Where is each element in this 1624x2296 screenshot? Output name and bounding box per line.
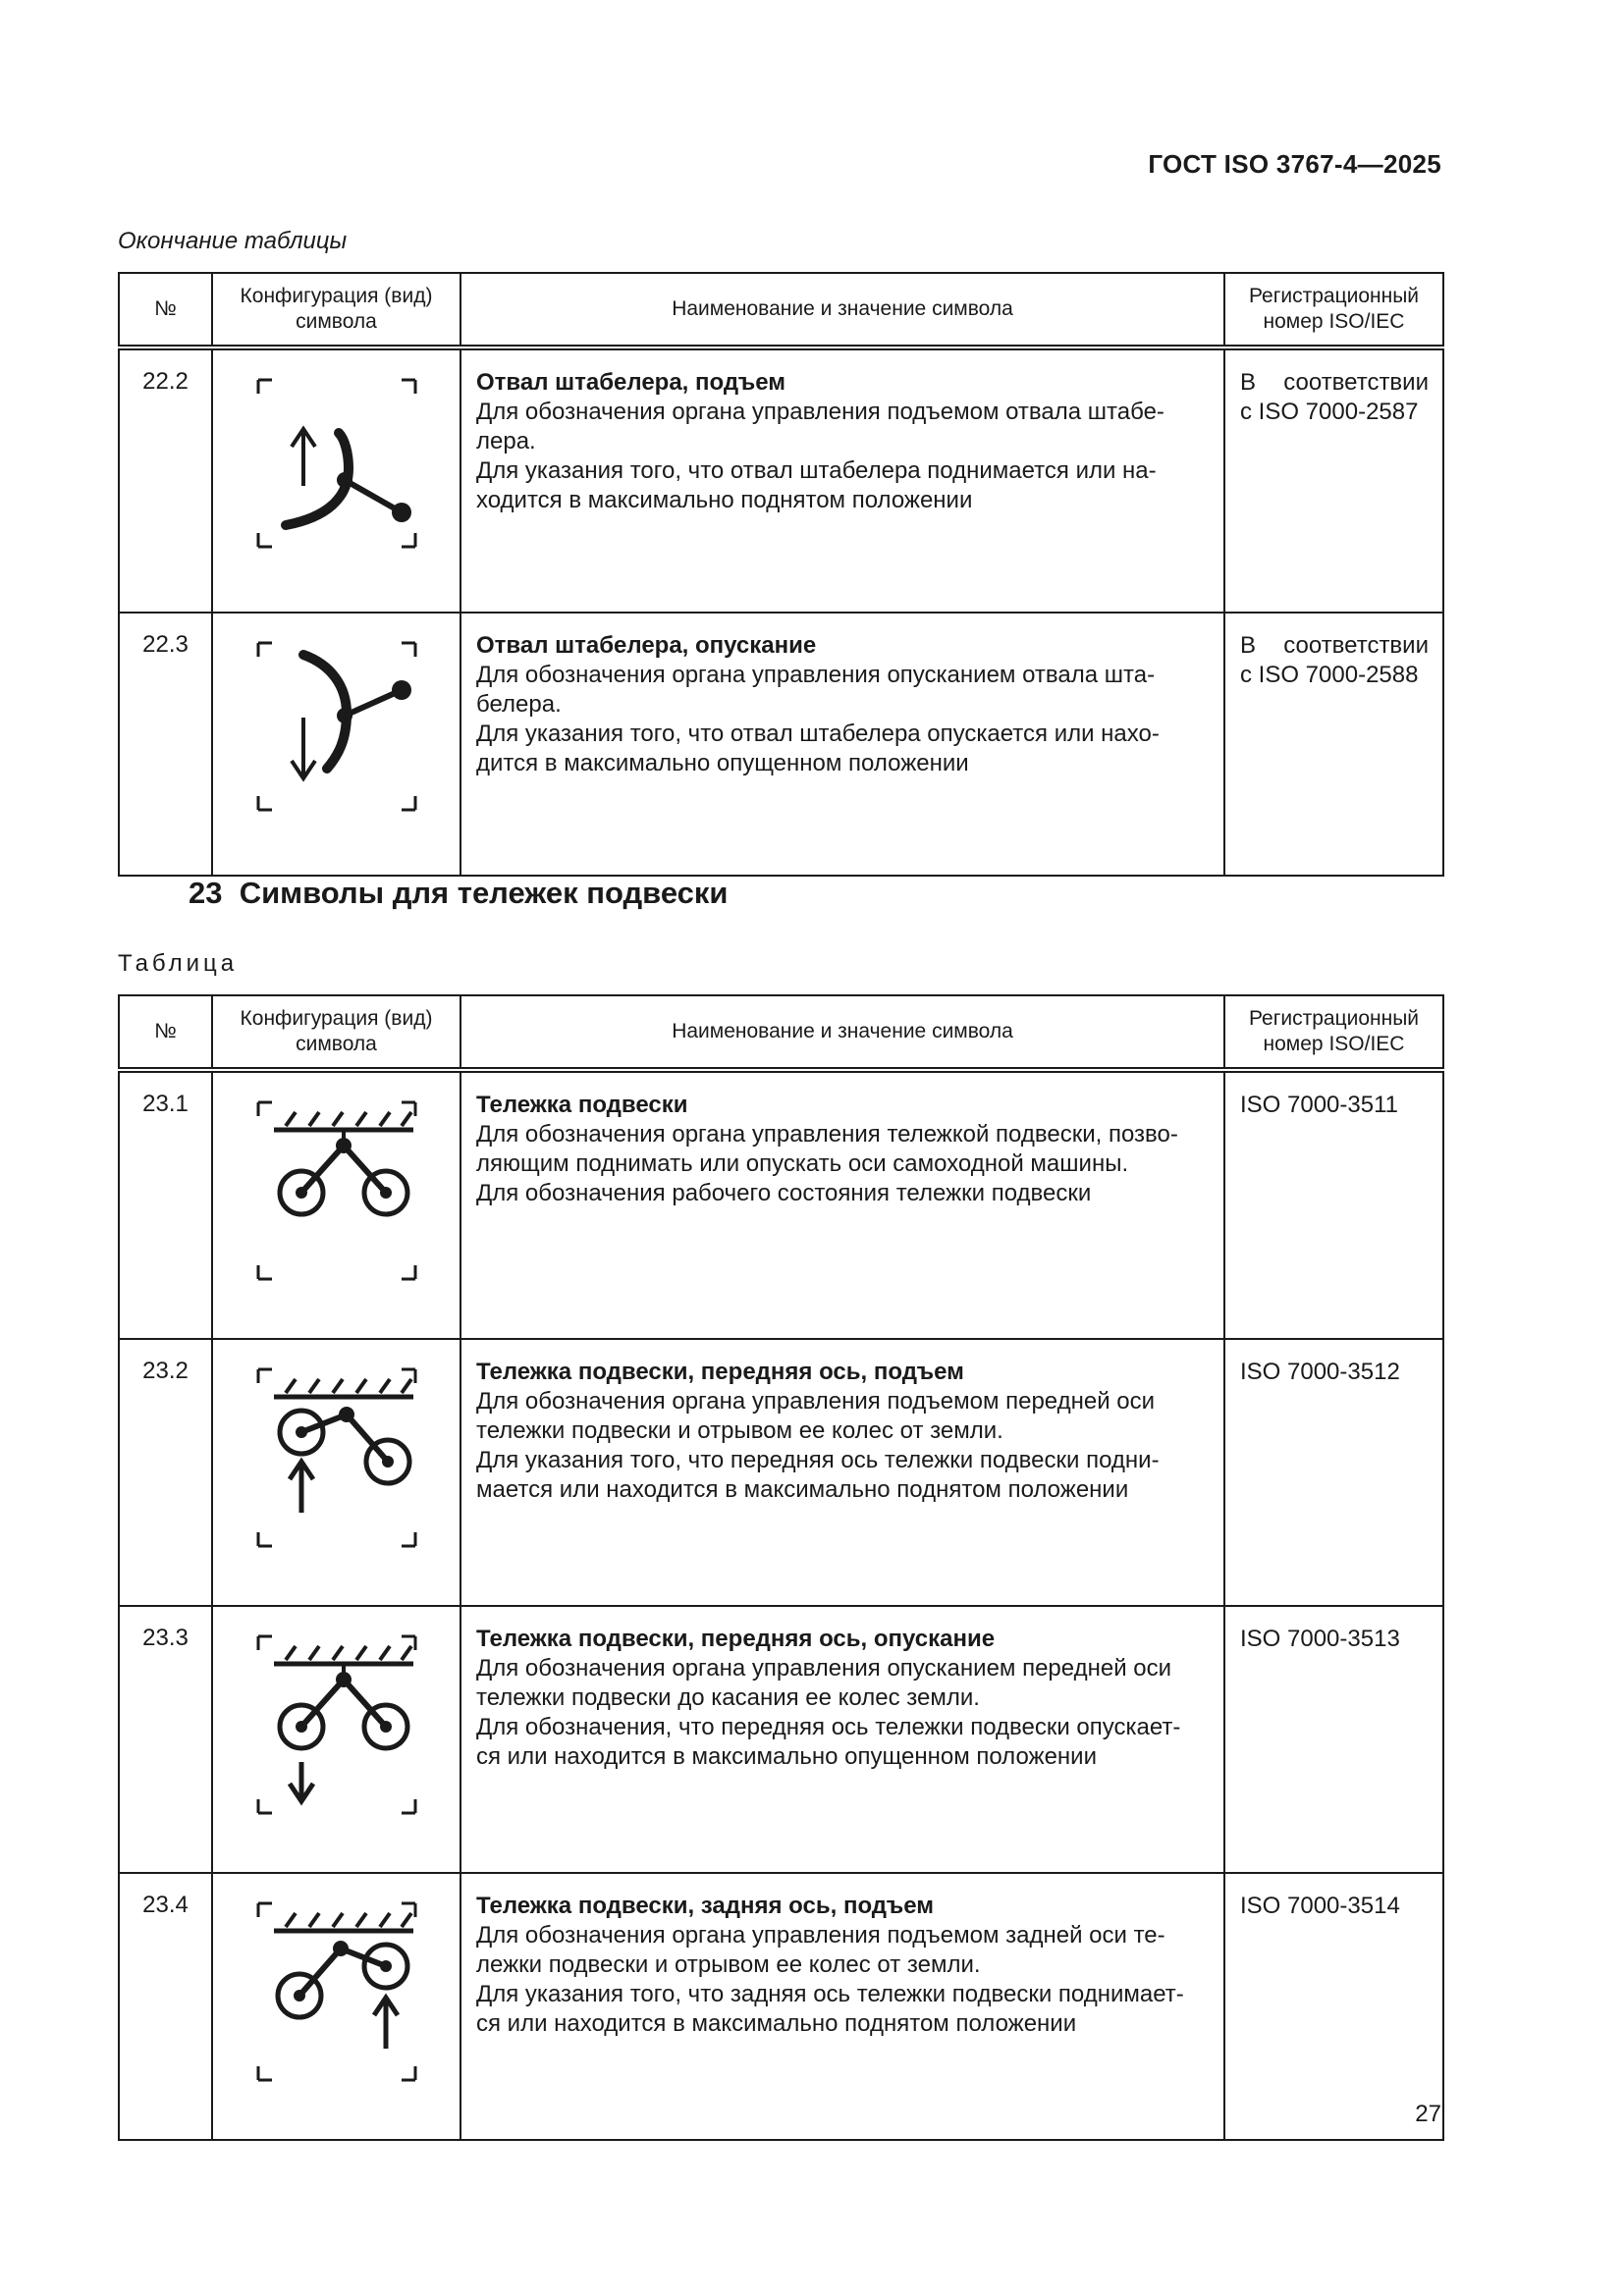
symbol-title: Тележка подвески, передняя ось, подъем [476,1359,964,1385]
desc-line: Для указания того, что задняя ось тележки подвески поднимает- [476,1981,1184,2007]
symbol-title: Тележка подвески [476,1092,688,1118]
desc-line: лежки подвески и отрывом ее колес от земли. [476,1951,981,1978]
symbol-cell [212,1606,460,1873]
desc-line: Для обозначения органа управления подъемом задней оси те- [476,1922,1165,1949]
symbol-title: Тележка подвески, задняя ось, подъем [476,1893,934,1919]
desc-line: Для обозначения органа управления подъемом отвала штабе- [476,399,1164,425]
symbol-description [460,1070,1224,1339]
table-caption: Таблица [118,950,239,977]
stacker-blade-lower-icon [229,623,445,829]
table-row [119,1339,1443,1606]
page-number: 27 [1415,2101,1441,2127]
section-heading: 23 Символы для тележек подвески [189,876,729,910]
desc-line: Для указания того, что передняя ось тележки подвески подни- [476,1447,1160,1473]
desc-line: Для обозначения органа управления тележкой подвески, позво- [476,1121,1178,1148]
desc-line: мается или находится в максимально поднятом положении [476,1476,1129,1503]
symbol-description [460,1873,1224,2140]
symbols-table-23 [118,994,1444,2141]
col-header-name: Наименование и значение символа [460,995,1224,1070]
desc-line: тележки подвески и отрывом ее колес от земли. [476,1417,1003,1444]
standard-code: ГОСТ ISO 3767-4—2025 [1148,149,1441,179]
row-number: 22.2 [119,347,212,613]
col-header-config: Конфигурация (вид) символа [212,995,460,1070]
col-header-config: Конфигурация (вид) символа [212,273,460,347]
bogie-front-axle-lower-icon [229,1617,445,1833]
table-row [119,1606,1443,1873]
row-number: 22.3 [119,613,212,876]
symbol-cell [212,1339,460,1606]
desc-line: Для обозначения, что передняя ось тележки подвески опускает- [476,1714,1181,1740]
symbol-cell [212,347,460,613]
row-number: 23.1 [119,1070,212,1339]
desc-line: Для обозначения рабочего состояния тележки подвески [476,1180,1092,1206]
symbol-cell [212,613,460,876]
table-header-row [119,273,1443,347]
desc-line: тележки подвески до касания ее колес земли. [476,1684,980,1711]
suspension-bogie-icon [229,1083,445,1299]
desc-line: Для обозначения органа управления опусканием отвала шта- [476,662,1156,688]
bogie-front-axle-raise-icon [229,1350,445,1566]
symbol-description [460,613,1224,876]
symbol-description [460,1339,1224,1606]
col-header-number: № [119,995,212,1070]
desc-line: Для обозначения органа управления подъемом передней оси [476,1388,1156,1415]
registration-number: ISO 7000-3513 [1224,1606,1443,1873]
symbols-table-22 [118,272,1444,877]
table-row [119,1070,1443,1339]
table-row [119,1873,1443,2140]
desc-line: дится в максимально опущенном положении [476,750,969,776]
desc-line: белера. [476,691,562,718]
desc-line: лера. [476,428,536,454]
symbol-cell [212,1873,460,2140]
symbol-title: Отвал штабелера, опускание [476,632,817,659]
registration-number: ISO 7000-3511 [1224,1070,1443,1339]
registration-number: ISO 7000-3514 [1224,1873,1443,2140]
desc-line: ся или находится в максимально поднятом положении [476,2010,1077,2037]
table-header-row [119,995,1443,1070]
registration-number: ISO 7000-3512 [1224,1339,1443,1606]
col-header-number: № [119,273,212,347]
col-header-reg: Регистрационный номер ISO/IEC [1224,273,1443,347]
registration-number: В соответствии с ISO 7000-2588 [1224,613,1443,876]
symbol-title: Отвал штабелера, подъем [476,369,786,396]
desc-line: Для указания того, что отвал штабелера поднимается или на- [476,457,1157,484]
bogie-rear-axle-raise-icon [229,1884,445,2100]
registration-number: В соответствии с ISO 7000-2587 [1224,347,1443,613]
symbol-description [460,347,1224,613]
col-header-name: Наименование и значение символа [460,273,1224,347]
desc-line: Для указания того, что отвал штабелера опускается или нахо- [476,721,1160,747]
row-number: 23.4 [119,1873,212,2140]
desc-line: ходится в максимально поднятом положении [476,487,973,513]
stacker-blade-raise-icon [229,360,445,566]
continuation-caption: Окончание таблицы [118,228,348,254]
desc-line: ляющим поднимать или опускать оси самоходной машины. [476,1150,1129,1177]
row-number: 23.3 [119,1606,212,1873]
row-number: 23.2 [119,1339,212,1606]
symbol-description [460,1606,1224,1873]
desc-line: ся или находится в максимально опущенном положении [476,1743,1097,1770]
table-row [119,347,1443,613]
symbol-cell [212,1070,460,1339]
table-row [119,613,1443,876]
desc-line: Для обозначения органа управления опусканием передней оси [476,1655,1172,1682]
col-header-reg: Регистрационный номер ISO/IEC [1224,995,1443,1070]
symbol-title: Тележка подвески, передняя ось, опускание [476,1626,996,1652]
